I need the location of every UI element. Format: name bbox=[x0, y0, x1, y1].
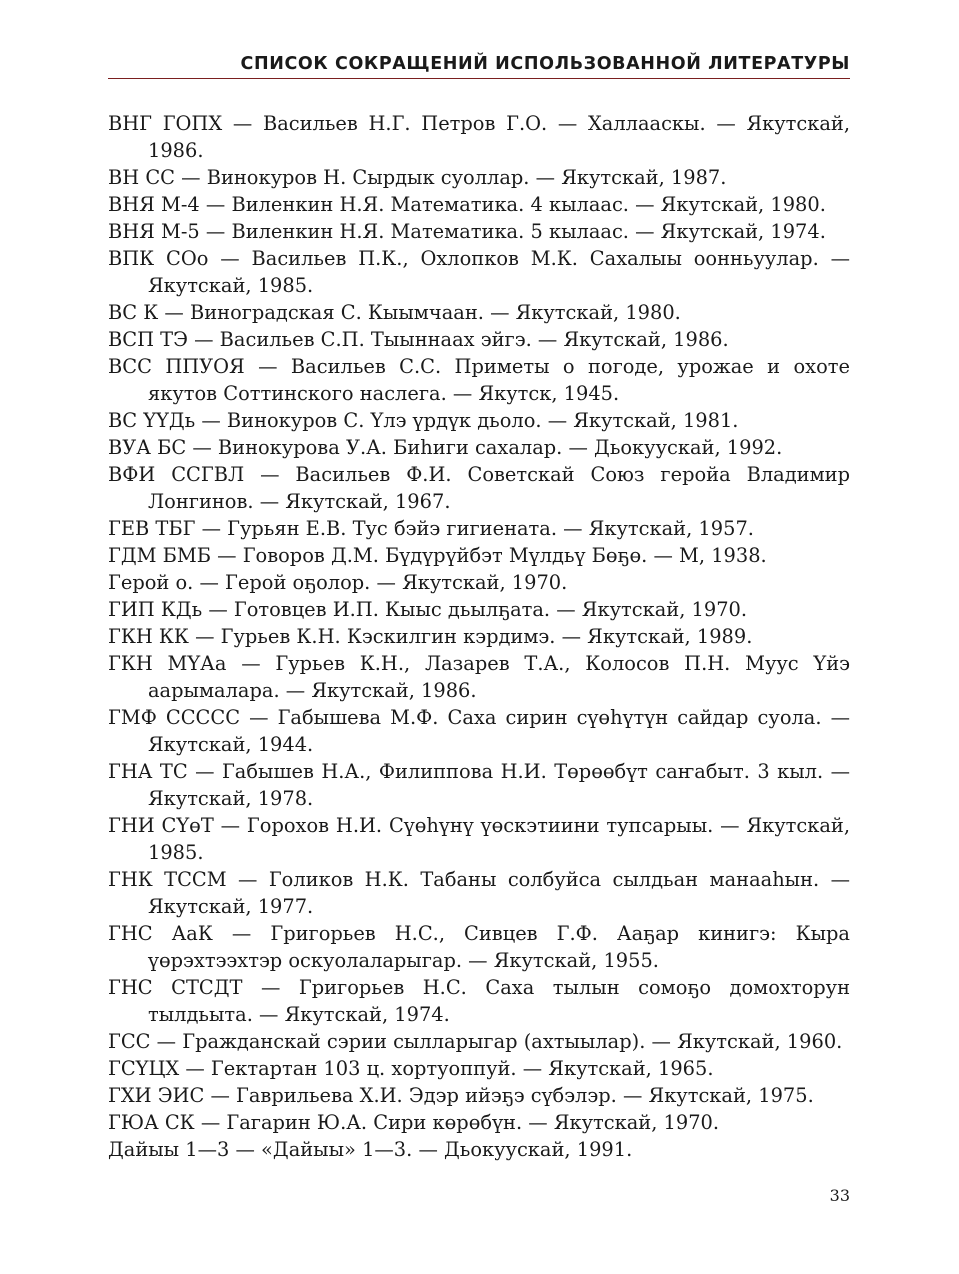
running-header: СПИСОК СОКРАЩЕНИЙ ИСПОЛЬЗОВАННОЙ ЛИТЕРАТУРЫ bbox=[240, 54, 850, 74]
list-item: ГНИ СҮөТ — Горохов Н.И. Сүөһүнү үөскэтиини тупсарыы. — Якутскай, 1985. bbox=[108, 814, 850, 864]
list-item: ГНС СТСДТ — Григорьев Н.С. Саха тылын сомоҕо домохторун тылдьыта. — Якутскай, 1974. bbox=[108, 976, 850, 1026]
list-item: ГХИ ЭИС — Гаврильева Х.И. Эдэр ийэҕэ сүбэлэр. — Якутскай, 1975. bbox=[108, 1084, 814, 1107]
list-item: ГНС АаК — Григорьев Н.С., Сивцев Г.Ф. Ааҕар кинигэ: Кыра үөрэхтээхтэр оскуолаларыгар. — Якутскай, 1955. bbox=[108, 922, 850, 972]
list-item: ГКН МҮАа — Гурьев К.Н., Лазарев Т.А., Колосов П.Н. Муус Үйэ аарымалара. — Якутскай, 1986. bbox=[108, 652, 850, 702]
list-item: ГЮА СК — Гагарин Ю.А. Сири көрөбүн. — Якутскай, 1970. bbox=[108, 1111, 720, 1134]
list-item: ГСҮЦХ — Гектартан 103 ц. хортуоппуй. — Якутскай, 1965. bbox=[108, 1057, 714, 1080]
list-item: ВФИ ССГВЛ — Васильев Ф.И. Советскай Союз геройа Владимир Лонгинов. — Якутскай, 1967. bbox=[108, 463, 850, 513]
list-item: Дайыы 1—3 — «Дайыы» 1—3. — Дьокуускай, 1991. bbox=[108, 1138, 633, 1161]
page-number: 33 bbox=[829, 1186, 850, 1205]
list-item: ВС ҮҮДь — Винокуров С. Үлэ үрдүк дьоло. — Якутскай, 1981. bbox=[108, 409, 739, 432]
header-rule bbox=[108, 78, 850, 79]
list-item: ГКН КК — Гурьев К.Н. Кэскилгин кэрдимэ. — Якутскай, 1989. bbox=[108, 625, 753, 648]
list-item: ВНЯ М-4 — Виленкин Н.Я. Математика. 4 кылаас. — Якутскай, 1980. bbox=[108, 193, 826, 216]
list-item: ВС К — Виноградская С. Кыымчаан. — Якутскай, 1980. bbox=[108, 301, 681, 324]
list-item: ВСП ТЭ — Васильев С.П. Тыыннаах эйгэ. — Якутскай, 1986. bbox=[108, 328, 729, 351]
list-item: ГДМ БМБ — Говоров Д.М. Бүдүрүйбэт Мүлдьү Бөҕө. — М, 1938. bbox=[108, 544, 767, 567]
list-item: ВСС ППУОЯ — Васильев С.С. Приметы о погоде, урожае и охоте якутов Соттинского наслега. — Якутск, 1945. bbox=[108, 355, 850, 405]
list-item: ГЕВ ТБГ — Гурьян Е.В. Тус бэйэ гигиената. — Якутскай, 1957. bbox=[108, 517, 754, 540]
list-item: ГИП КДь — Готовцев И.П. Кыыс дьылҕата. — Якутскай, 1970. bbox=[108, 598, 748, 621]
list-item: ВН СС — Винокуров Н. Сырдык суоллар. — Якутскай, 1987. bbox=[108, 166, 727, 189]
list-item: ГСС — Гражданскай сэрии сылларыгар (ахтыылар). — Якутскай, 1960. bbox=[108, 1030, 843, 1053]
list-item: ВНЯ М-5 — Виленкин Н.Я. Математика. 5 кылаас. — Якутскай, 1974. bbox=[108, 220, 826, 243]
list-item: ВПК СОо — Васильев П.К., Охлопков М.К. Сахалыы оонньуулар. — Якутскай, 1985. bbox=[108, 247, 850, 297]
abbreviation-list bbox=[108, 110, 850, 1163]
list-item: ВУА БС — Винокурова У.А. Биһиги сахалар. — Дьокуускай, 1992. bbox=[108, 436, 783, 459]
list-item: ГНА ТС — Габышев Н.А., Филиппова Н.И. Төрөөбүт саҥабыт. 3 кыл. — Якутскай, 1978. bbox=[108, 760, 850, 810]
list-item: ВНГ ГОПХ — Васильев Н.Г. Петров Г.О. — Халлааскы. — Якутскай, 1986. bbox=[108, 112, 850, 162]
list-item: Герой о. — Герой оҕолор. — Якутскай, 1970. bbox=[108, 571, 568, 594]
list-item: ГНК ТССМ — Голиков Н.К. Табаны солбуйса сылдьан манааһын. — Якутскай, 1977. bbox=[108, 868, 850, 918]
list-item: ГМФ СССCC — Габышева М.Ф. Саха сирин сүөһүтүн сайдар суола. — Якутскай, 1944. bbox=[108, 706, 850, 756]
